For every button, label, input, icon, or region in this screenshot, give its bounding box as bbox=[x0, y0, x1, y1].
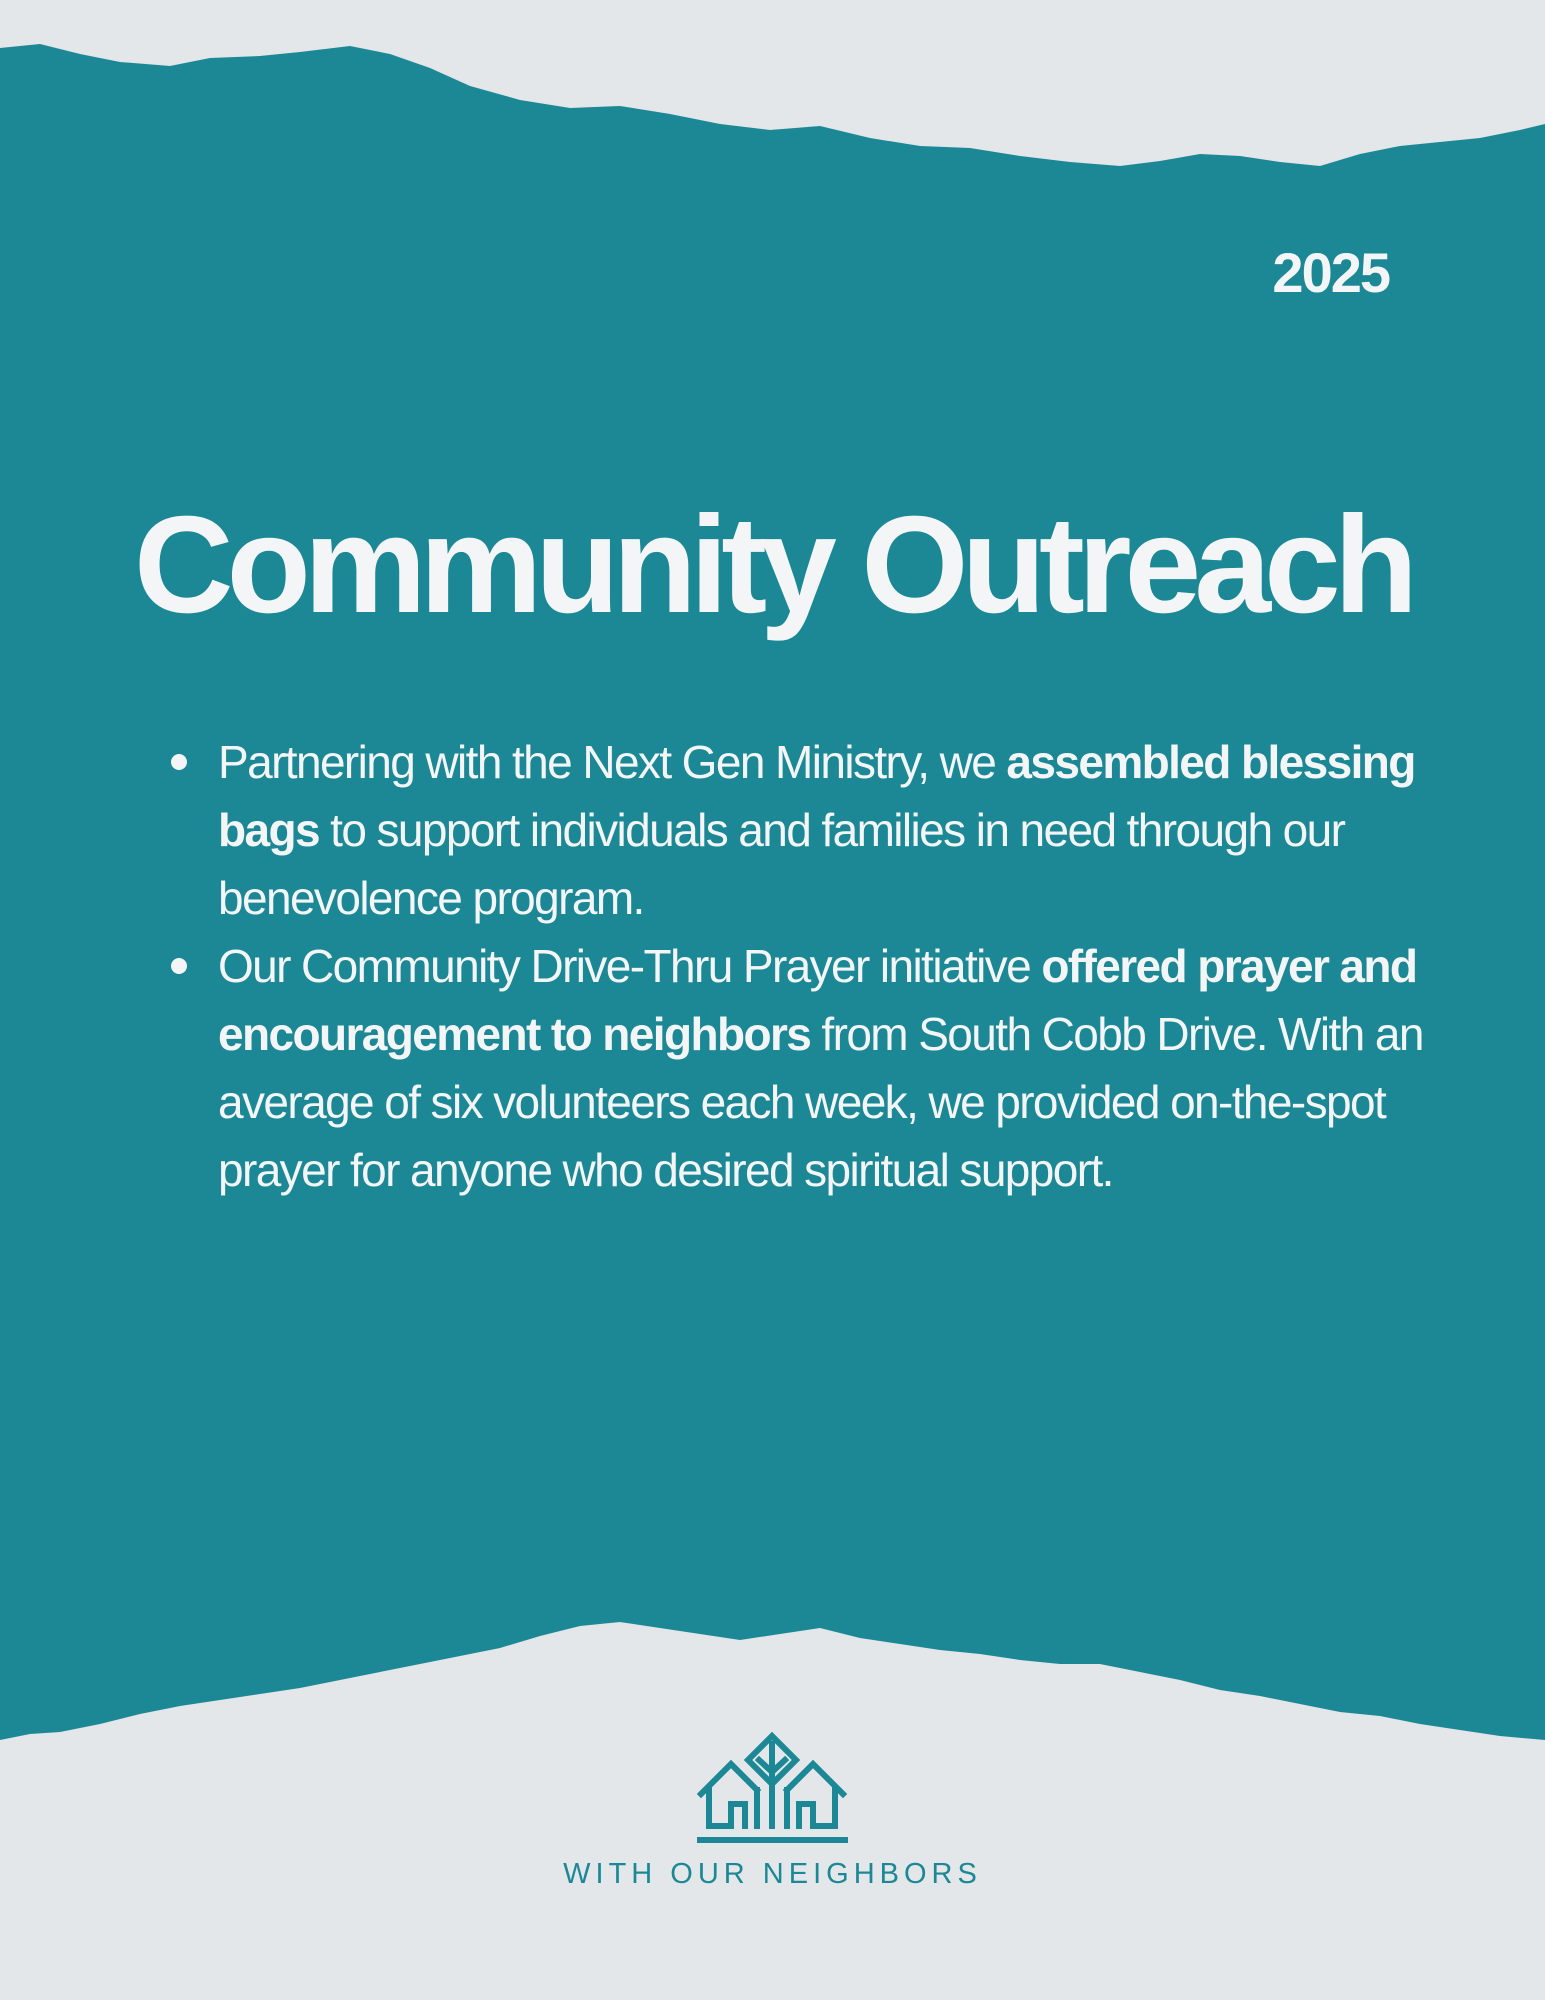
bullet-text: from South Cobb Drive. With an average of six volunteers each week, we provided on-the-spot prayer for anyone who desired spiritual support. bbox=[218, 1008, 1423, 1196]
bullet-highlight: offered prayer and encouragement to neighbors bbox=[218, 940, 1417, 1060]
bullet-text: Our Community Drive-Thru Prayer initiative bbox=[218, 940, 1042, 992]
bullet-dot-icon bbox=[171, 958, 187, 974]
list-item bbox=[163, 932, 1453, 1204]
bullet-text: to support individuals and families in need through our benevolence program. bbox=[218, 804, 1345, 924]
bullet-highlight: assembled blessing bags bbox=[218, 736, 1415, 856]
bullet-dot-icon bbox=[171, 754, 187, 770]
page-title: Community Outreach bbox=[133, 488, 1412, 642]
houses-tree-icon bbox=[695, 1730, 850, 1846]
report-year: 2025 bbox=[1272, 241, 1389, 304]
outreach-list bbox=[163, 728, 1453, 1204]
list-item bbox=[163, 728, 1453, 932]
footer-tagline: WITH OUR NEIGHBORS bbox=[563, 1858, 982, 1890]
bullet-text: Partnering with the Next Gen Ministry, we bbox=[218, 736, 1007, 788]
